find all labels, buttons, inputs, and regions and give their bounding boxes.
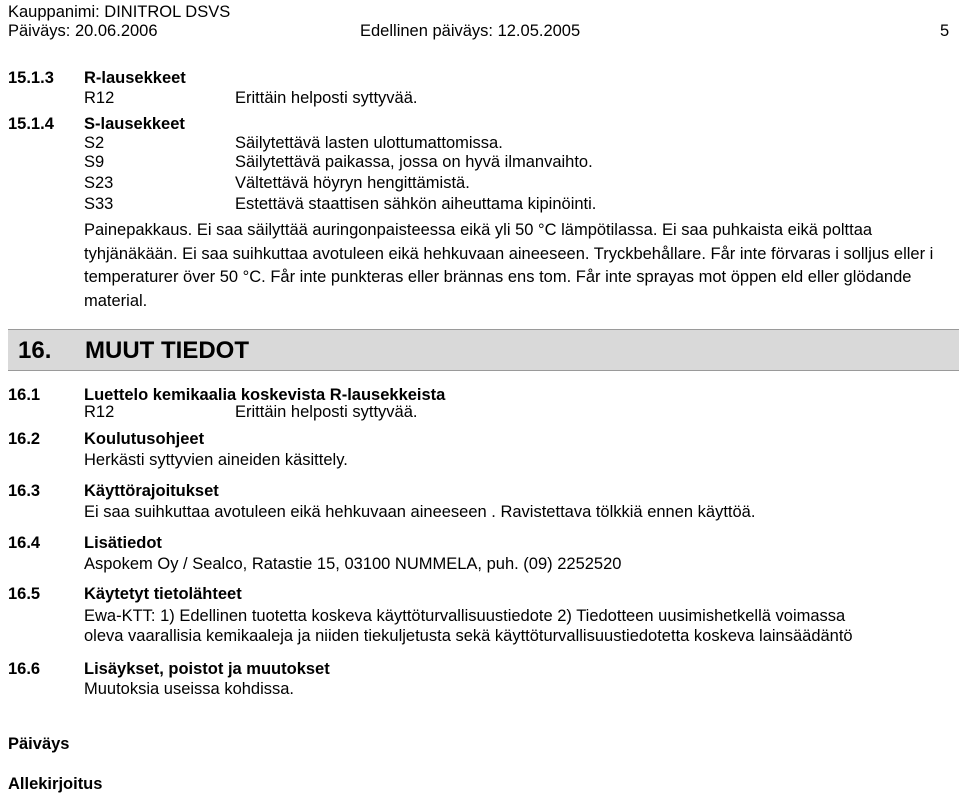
section-16-header-band [8,329,959,371]
r-phrase-code: R12 [84,89,115,107]
section-16-6-title: Lisäykset, poistot ja muutokset [84,660,330,678]
s-phrase-code: S9 [84,153,105,171]
section-16-5-title: Käytetyt tietolähteet [84,585,242,603]
section-16-4-number: 16.4 [8,534,41,552]
s-phrase-code: S33 [84,195,114,213]
section-16-1-text: Erittäin helposti syttyvää. [235,403,418,421]
section-16-1-title: Luettelo kemikaalia koskevista R-lausekkeista [84,386,446,404]
section-16-2-title: Koulutusohjeet [84,430,205,448]
s-phrase-text: Säilytettävä lasten ulottumattomissa. [235,134,503,152]
section-15-1-3-title: R-lausekkeet [84,69,186,87]
section-16-3-number: 16.3 [8,482,41,500]
section-16-2-number: 16.2 [8,430,41,448]
section-16-5-line-1: Ewa-KTT: 1) Edellinen tuotetta koskeva käyttöturvallisuustiedote 2) Tiedotteen uusimishetkellä voimassa [84,607,846,625]
header-previous-date: Edellinen päiväys: 12.05.2005 [360,22,581,40]
section-16-4-text: Aspokem Oy / Sealco, Ratastie 15, 03100 NUMMELA, puh. (09) 2252520 [84,555,622,573]
header-supplier: Kauppanimi: DINITROL DSVS [8,3,231,21]
s-phrase-code: S2 [84,134,105,152]
section-16-4-title: Lisätiedot [84,534,162,552]
r-phrase-text: Erittäin helposti syttyvää. [235,89,418,107]
page-number: 5 [940,22,950,40]
header-date: Päiväys: 20.06.2006 [8,22,158,40]
section-16-6-text: Muutoksia useissa kohdissa. [84,680,295,698]
section-16-5-line-2: oleva vaarallisia kemikaaleja ja niiden tiekuljetusta sekä käyttöturvallisuustiedotetta koskeva lainsäädäntö [84,627,853,645]
section-16-3-title: Käyttörajoitukset [84,482,219,500]
section-16-1-code: R12 [84,403,115,421]
s-phrase-text: Vältettävä höyryn hengittämistä. [235,174,470,192]
pressure-pack-warning-paragraph: Painepakkaus. Ei saa säilyttää auringonpaisteessa eikä yli 50 °C lämpötilassa. Ei saa puhkaista eikä polttaa tyhjänäkään. Ei saa suihkuttaa avotuleen eikä hehkuvaan aineeseen. Tryckbehållare. Får inte förvaras i solljus eller i temperaturer över 50 °C. Får inte punkteras eller brännas ens tom. Får inte sprayas mot öppen eld eller glödande material. [84,221,934,310]
section-16-1-number: 16.1 [8,386,41,404]
section-15-1-4-title: S-lausekkeet [84,115,185,133]
section-15-1-3-number: 15.1.3 [8,69,54,87]
s-phrase-text: Säilytettävä paikassa, jossa on hyvä ilmanvaihto. [235,153,593,171]
section-16-3-text: Ei saa suihkuttaa avotuleen eikä hehkuvaan aineeseen . Ravistettava tölkkiä ennen käyttöä. [84,503,756,521]
s-phrase-code: S23 [84,174,114,192]
section-16-5-number: 16.5 [8,585,41,603]
section-15-1-4-number: 15.1.4 [8,115,54,133]
section-16-title: MUUT TIEDOT [85,337,249,364]
section-16-number: 16. [18,337,52,364]
section-16-6-number: 16.6 [8,660,41,678]
date-label: Päiväys [8,735,70,753]
section-16-2-text: Herkästi syttyvien aineiden käsittely. [84,451,348,469]
signature-label: Allekirjoitus [8,775,103,793]
s-phrase-text: Estettävä staattisen sähkön aiheuttama kipinöinti. [235,195,597,213]
